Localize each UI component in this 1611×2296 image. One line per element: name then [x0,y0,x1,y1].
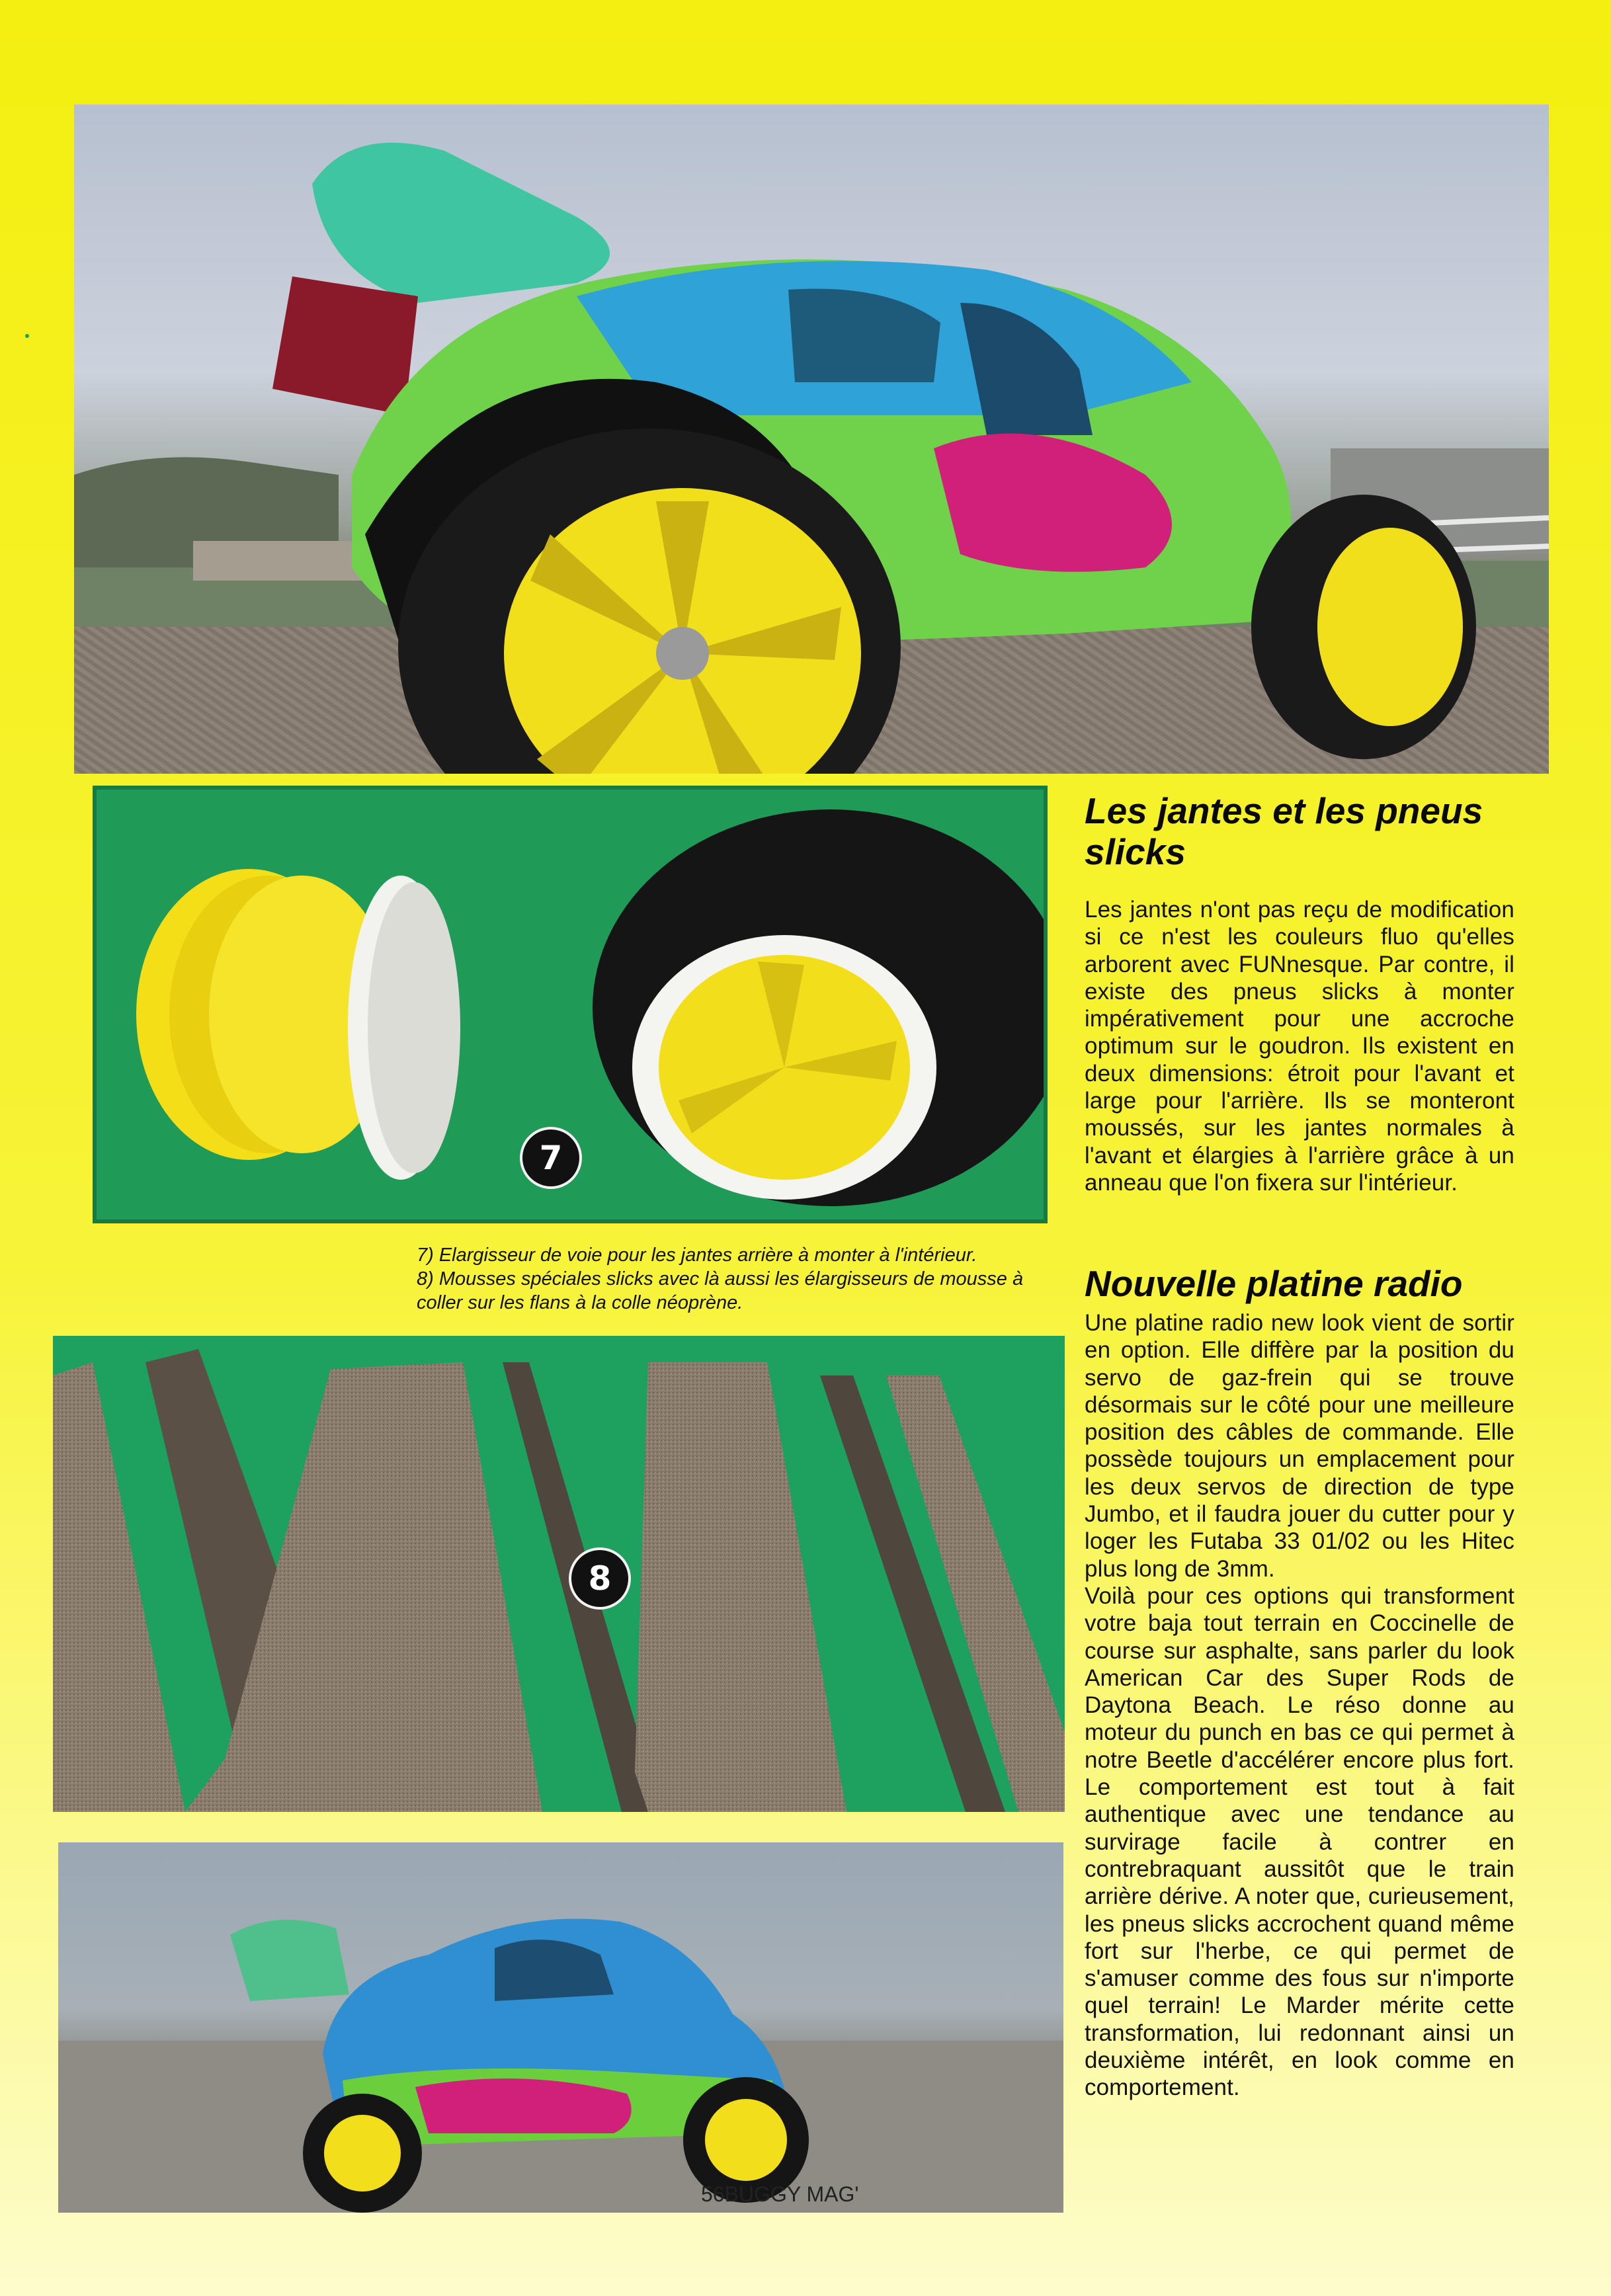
foam-strips-photo [53,1336,1065,1812]
photo-caption [417,1243,1065,1315]
section-title: Les jantes et les pneus slicks [1085,790,1483,872]
section-heading-radio [1085,1263,1514,1304]
magazine-name: BUGGY MAG' [724,2182,859,2206]
paragraph: Une platine radio new look vient de sortir en option. Elle diffère par la position du servo de gaz-frein qui se trouve désormais sur le côté pour une meilleure position des câbles de commande. Elle possède toujours un emplacement pour les deux servos de direction de type Jumbo, et il faudra jouer du cutter pour y loger les Futaba 33 01/02 ou les Hitec plus long de 3mm. [1085,1310,1514,1582]
section-body-radio [1085,1309,1514,2102]
side-car-photo [58,1842,1063,2213]
foam-illustration [53,1336,1065,1812]
section-body-rims [1085,896,1514,1196]
photo-number-badge: 7 [520,1127,582,1189]
rims-photo [93,786,1048,1223]
speck [25,334,29,338]
paragraph: Voilà pour ces options qui transforment votre baja tout terrain en Coccinelle de course sur asphalte, sans parler du look American Car des Super Rods de Daytona Beach. Le réso donne au moteur du punch en bas ce qui permet à notre Beetle d'accélérer encore plus fort. Le comportement est tout à fait authentique avec une tendance au survirage facile à contrer en contrebraquant aussitôt que le train arrière dérive. A noter que, curieusement, les pneus slicks accrochent quand même fort sur l'herbe, ce qui permet de s'amuser comme des fous sur n'importe quel terrain! Le Marder mérite cette transformation, lui redonnant ainsi un deuxième intérêt, en look comme en comportement. [1085,1582,1514,2101]
section-heading-rims [1085,790,1514,872]
page-footer [701,2182,858,2207]
page-number: 56 [701,2182,725,2206]
caption-7: 7) Elargisseur de voie pour les jantes arrière à monter à l'intérieur. [417,1245,977,1266]
paragraph: Les jantes n'ont pas reçu de modification si ce n'est les couleurs fluo qu'elles arborent avec FUNnesque. Par contre, il existe des pneus slicks à monter impérativement pour une accroche optimum sur le goudron. Ils existent en deux dimensions: étroit pour l'avant et large pour l'arrière. Ils se monteront moussés, sur les jantes normales à l'avant et élargies à l'arrière grâce à un anneau que l'on fixera sur l'intérieur. [1085,897,1514,1196]
hero-car-illustration [74,104,1549,774]
photo-number-badge: 8 [569,1547,631,1610]
section-title: Nouvelle platine radio [1085,1263,1463,1304]
side-car-illustration [58,1842,1063,2213]
hero-car-photo [74,104,1549,774]
caption-8: 8) Mousses spéciales slicks avec là aussi les élargisseurs de mousse à coller sur les flans à la colle néoprène. [417,1268,1024,1313]
